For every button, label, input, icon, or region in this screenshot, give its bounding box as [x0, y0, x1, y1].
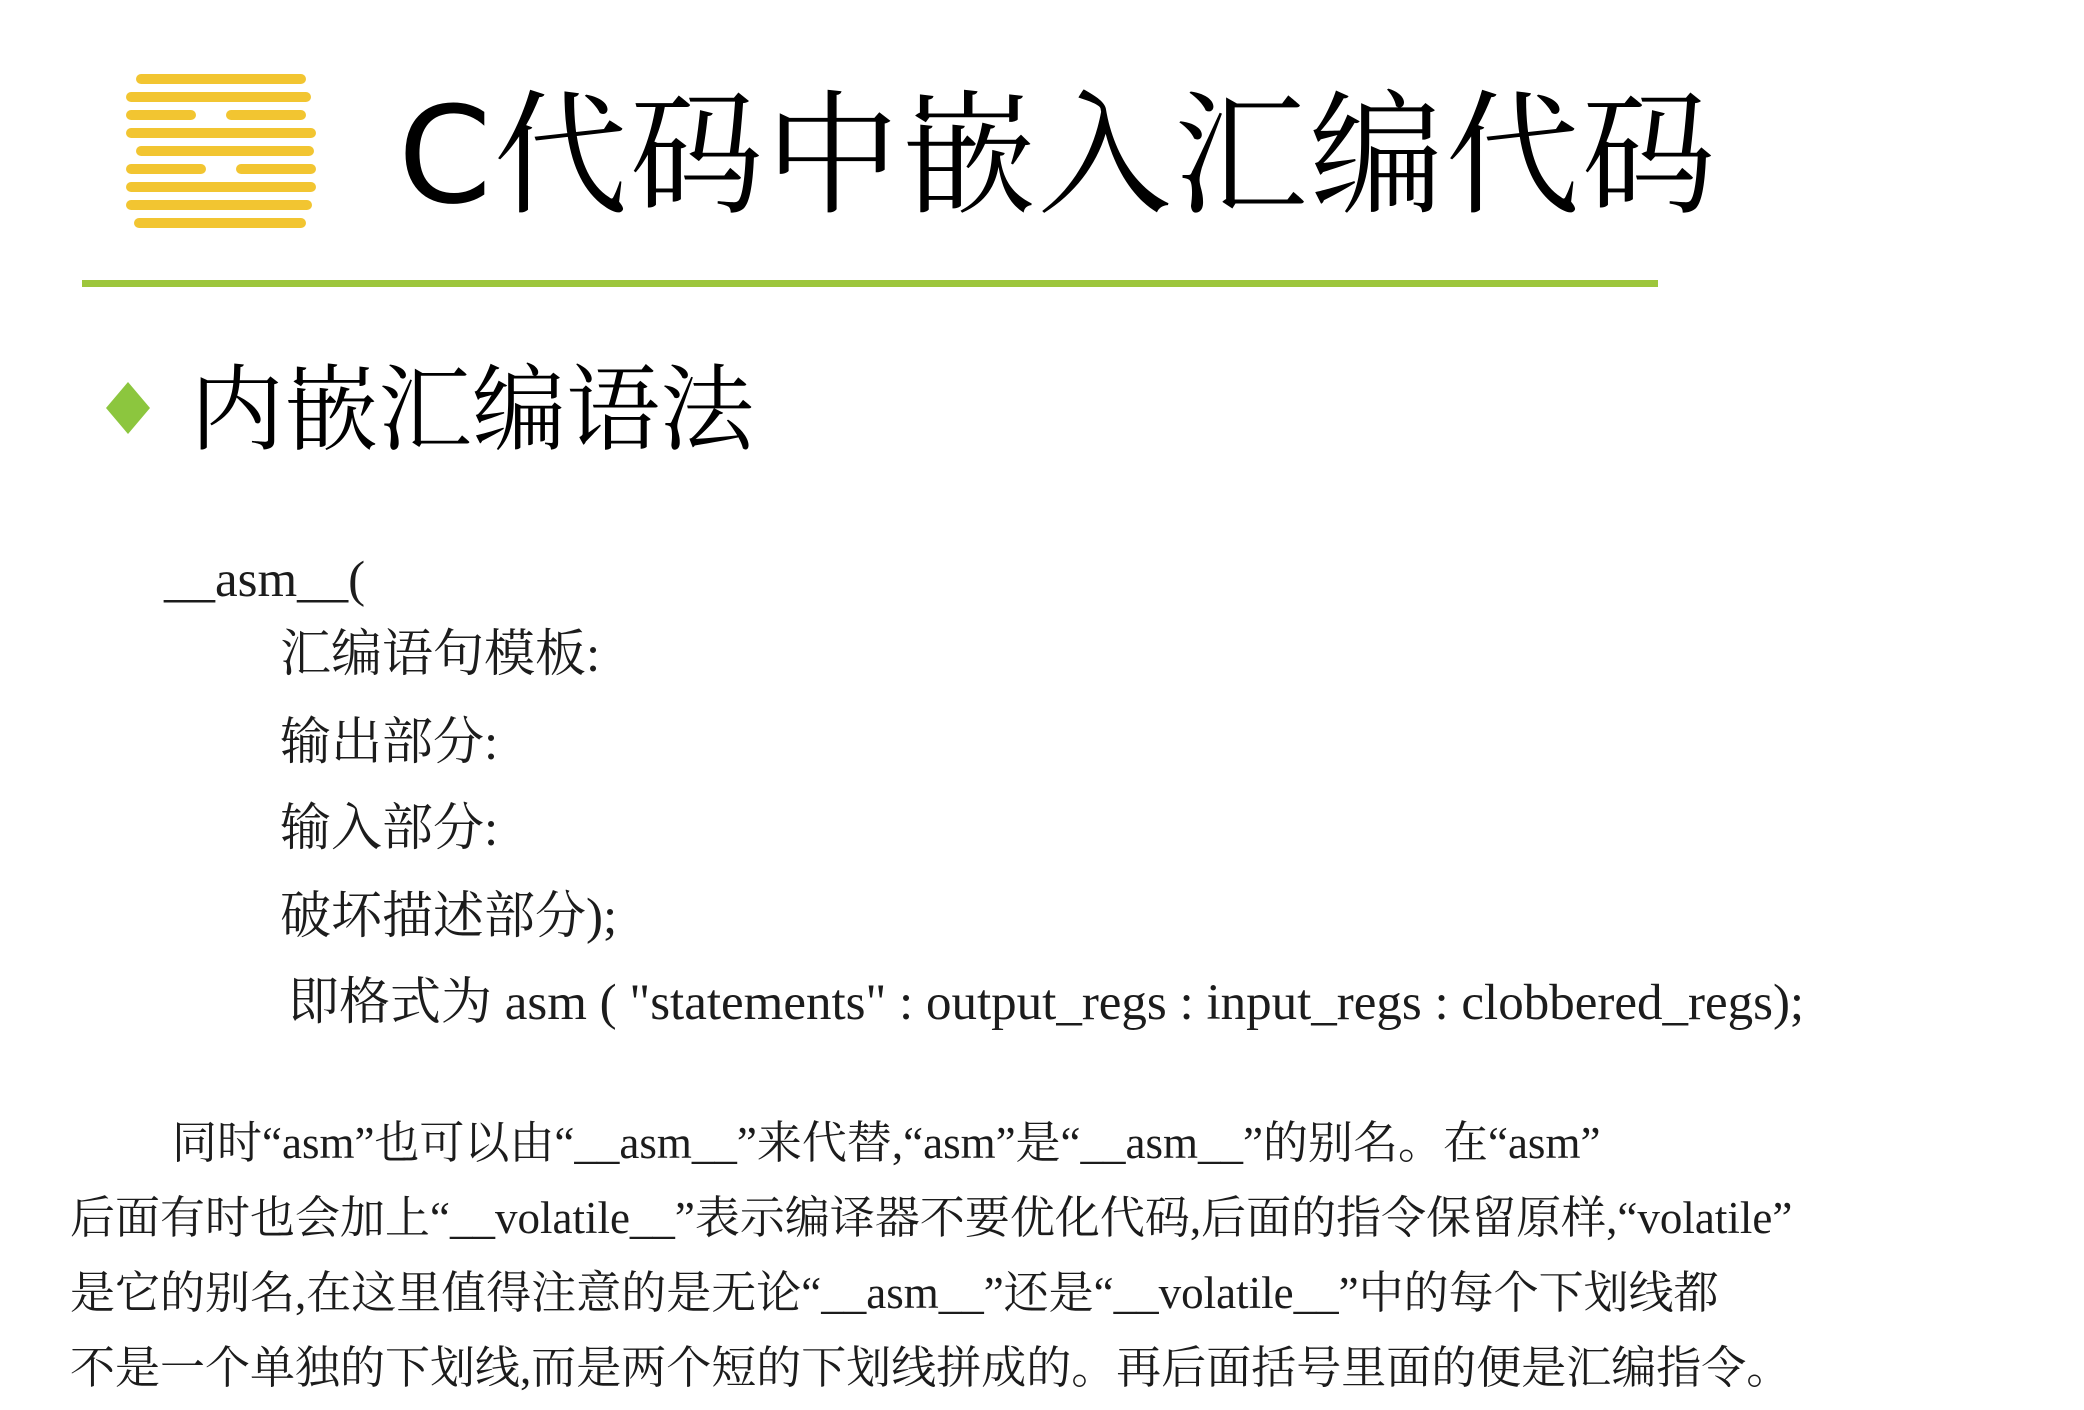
- syntax-line-input: 输入部分:: [280, 801, 499, 857]
- syntax-line-clobber: 破坏描述部分);: [280, 889, 618, 945]
- section-heading: 内嵌汇编语法: [190, 356, 755, 465]
- explanation-paragraph: [70, 1106, 2080, 1406]
- title-divider: [82, 280, 1658, 287]
- diamond-bullet-icon: [100, 380, 156, 436]
- syntax-line-asm-open: __asm__(: [164, 552, 366, 608]
- syntax-line-output: 输出部分:: [280, 715, 499, 771]
- striped-logo-icon: [126, 74, 316, 230]
- slide-title: C代码中嵌入汇编代码: [398, 78, 1718, 234]
- paragraph-line: 不是一个单独的下划线,而是两个短的下划线拼成的。再后面括号里面的便是汇编指令。: [70, 1343, 1792, 1393]
- syntax-line-format: 即格式为 asm ( "statements" : output_regs : input_regs : clobbered_regs);: [288, 975, 1805, 1031]
- paragraph-line: 后面有时也会加上“__volatile__”表示编译器不要优化代码,后面的指令保留原样,“volatile”: [70, 1193, 1793, 1243]
- syntax-line-template: 汇编语句模板:: [280, 627, 601, 683]
- paragraph-line: 是它的别名,在这里值得注意的是无论“__asm__”还是“__volatile__”中的每个下划线都: [70, 1268, 1719, 1318]
- paragraph-line: 同时“asm”也可以由“__asm__”来代替,“asm”是“__asm__”的别名。在“asm”: [172, 1118, 1601, 1168]
